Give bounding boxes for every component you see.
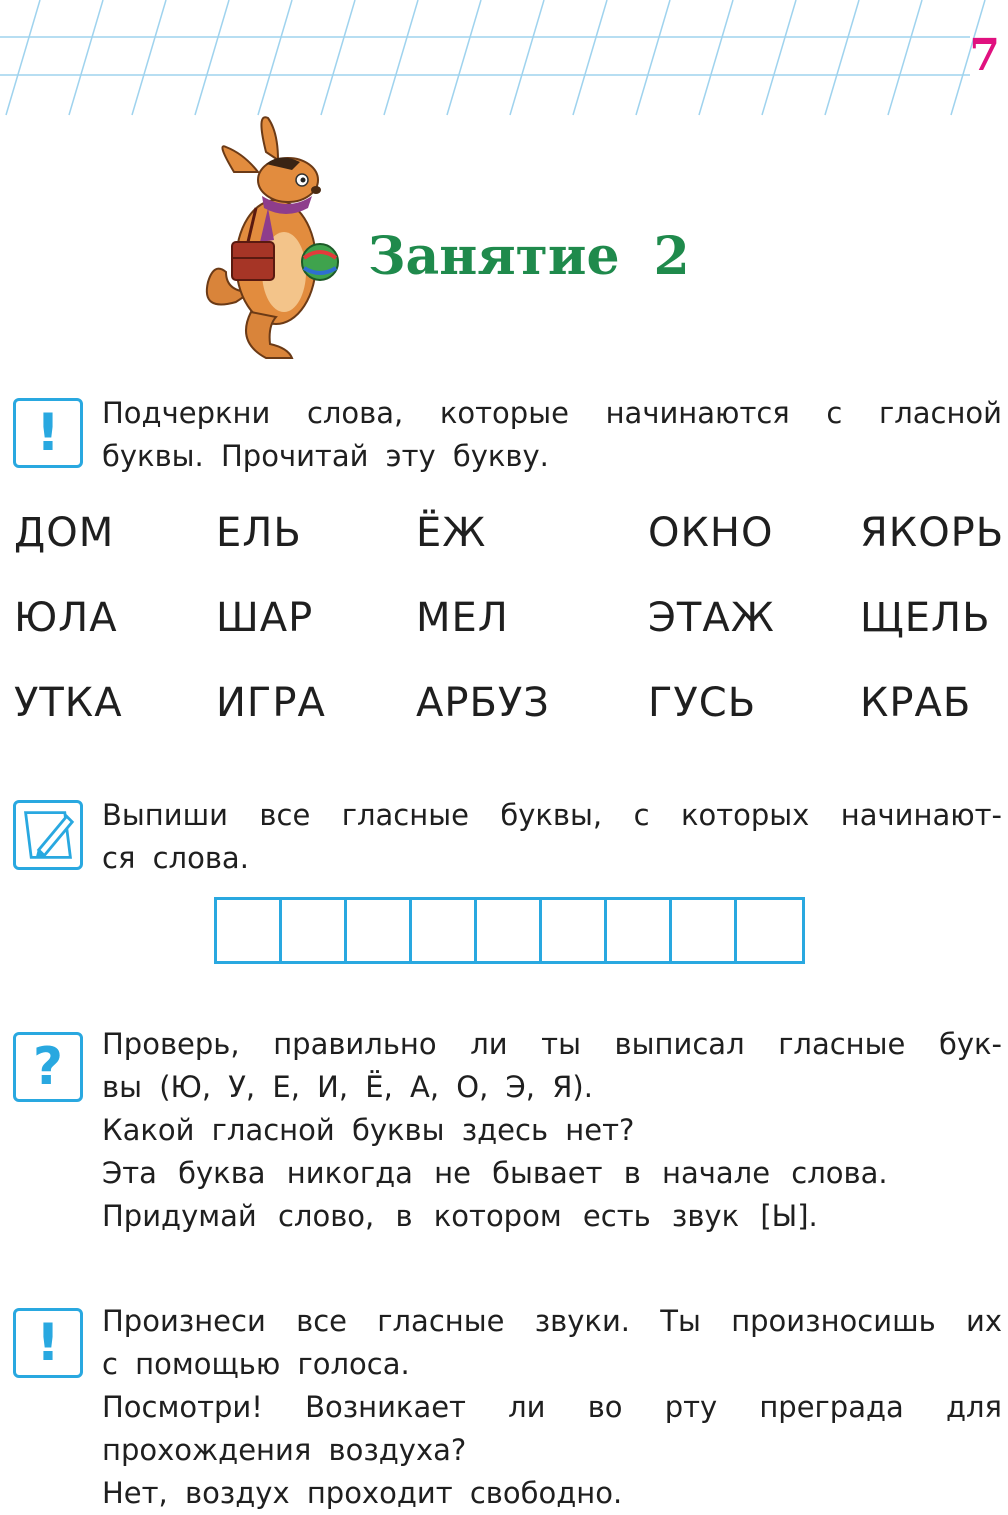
slant-rule — [447, 0, 481, 115]
slant-rule — [762, 0, 796, 115]
task-line: Проверь, правильно ли ты выписал гласные бук- — [102, 1027, 1002, 1061]
task-line: Нет, воздух проходит свободно. — [102, 1476, 623, 1510]
word-item[interactable]: ОКНО — [648, 510, 774, 556]
lesson-title — [368, 226, 690, 287]
slant-rule — [573, 0, 607, 115]
answer-cell[interactable] — [607, 900, 672, 961]
page-number: 7 — [969, 30, 1000, 81]
task-2-text — [102, 794, 1002, 880]
task-line: Придумай слово, в котором есть звук [Ы]. — [102, 1199, 818, 1233]
answer-cell[interactable] — [217, 900, 282, 961]
slant-rule — [888, 0, 922, 115]
question-icon: ? — [13, 1032, 83, 1102]
task-line: буквы. Прочитай эту букву. — [102, 439, 549, 473]
answer-cell[interactable] — [412, 900, 477, 961]
word-row — [14, 505, 1008, 590]
word-item[interactable]: МЕЛ — [416, 595, 509, 641]
task-line: Какой гласной буквы здесь нет? — [102, 1113, 635, 1147]
slant-rule — [321, 0, 355, 115]
task-line: Эта буква никогда не бывает в начале слова. — [102, 1156, 888, 1190]
task-line: Подчеркни слова, которые начинаются с гласной — [102, 396, 1002, 430]
word-grid — [14, 505, 1008, 760]
word-item[interactable]: КРАБ — [860, 680, 972, 726]
answer-cell[interactable] — [282, 900, 347, 961]
kangaroo-mascot-illustration — [196, 112, 356, 364]
word-item[interactable]: АРБУЗ — [416, 680, 550, 726]
answer-cell[interactable] — [477, 900, 542, 961]
task-line: прохождения воздуха? — [102, 1433, 467, 1467]
slant-rule — [132, 0, 166, 115]
task-line: ся слова. — [102, 841, 249, 875]
word-item[interactable]: ЯКОРЬ — [860, 510, 1005, 556]
word-item[interactable]: УТКА — [14, 680, 123, 726]
word-item[interactable]: ЩЕЛЬ — [860, 595, 991, 641]
slant-rule — [6, 0, 40, 115]
slant-rule — [258, 0, 292, 115]
lesson-title-number: 2 — [653, 226, 690, 287]
task-3-text — [102, 1023, 1002, 1238]
word-row — [14, 675, 1008, 760]
slant-rule — [195, 0, 229, 115]
slant-rule — [699, 0, 733, 115]
answer-cell[interactable] — [737, 900, 802, 961]
word-item[interactable]: ЮЛА — [14, 595, 118, 641]
word-item[interactable]: ИГРА — [216, 680, 326, 726]
word-item[interactable]: ЭТАЖ — [648, 595, 775, 641]
word-item[interactable]: ДОМ — [14, 510, 115, 556]
answer-cells — [214, 897, 805, 964]
task-line: с помощью голоса. — [102, 1347, 410, 1381]
task-line: Выпиши все гласные буквы, с которых начинают- — [102, 798, 1002, 832]
task-1-text — [102, 392, 1002, 478]
slant-rule — [825, 0, 859, 115]
task-line: Произнеси все гласные звуки. Ты произносишь их — [102, 1304, 1002, 1338]
word-item[interactable]: ЕЛЬ — [216, 510, 302, 556]
header-ruled-lines — [0, 0, 1008, 120]
task-4-text — [102, 1300, 1002, 1515]
word-item[interactable]: ГУСЬ — [648, 680, 757, 726]
word-item[interactable]: ЁЖ — [416, 510, 487, 556]
exclamation-icon: ! — [13, 1308, 83, 1378]
answer-cell[interactable] — [347, 900, 412, 961]
answer-cell[interactable] — [672, 900, 737, 961]
slant-rule — [384, 0, 418, 115]
task-line: вы (Ю, У, Е, И, Ё, А, О, Э, Я). — [102, 1070, 593, 1104]
answer-cell[interactable] — [542, 900, 607, 961]
pencil-on-paper-icon — [13, 800, 83, 870]
lesson-title-word: Занятие — [368, 226, 620, 287]
slant-rule — [636, 0, 670, 115]
word-row — [14, 590, 1008, 675]
slant-rule — [69, 0, 103, 115]
slant-rule — [510, 0, 544, 115]
word-item[interactable]: ШАР — [216, 595, 314, 641]
task-line: Посмотри! Возникает ли во рту преграда для — [102, 1390, 1002, 1424]
exclamation-icon: ! — [13, 398, 83, 468]
